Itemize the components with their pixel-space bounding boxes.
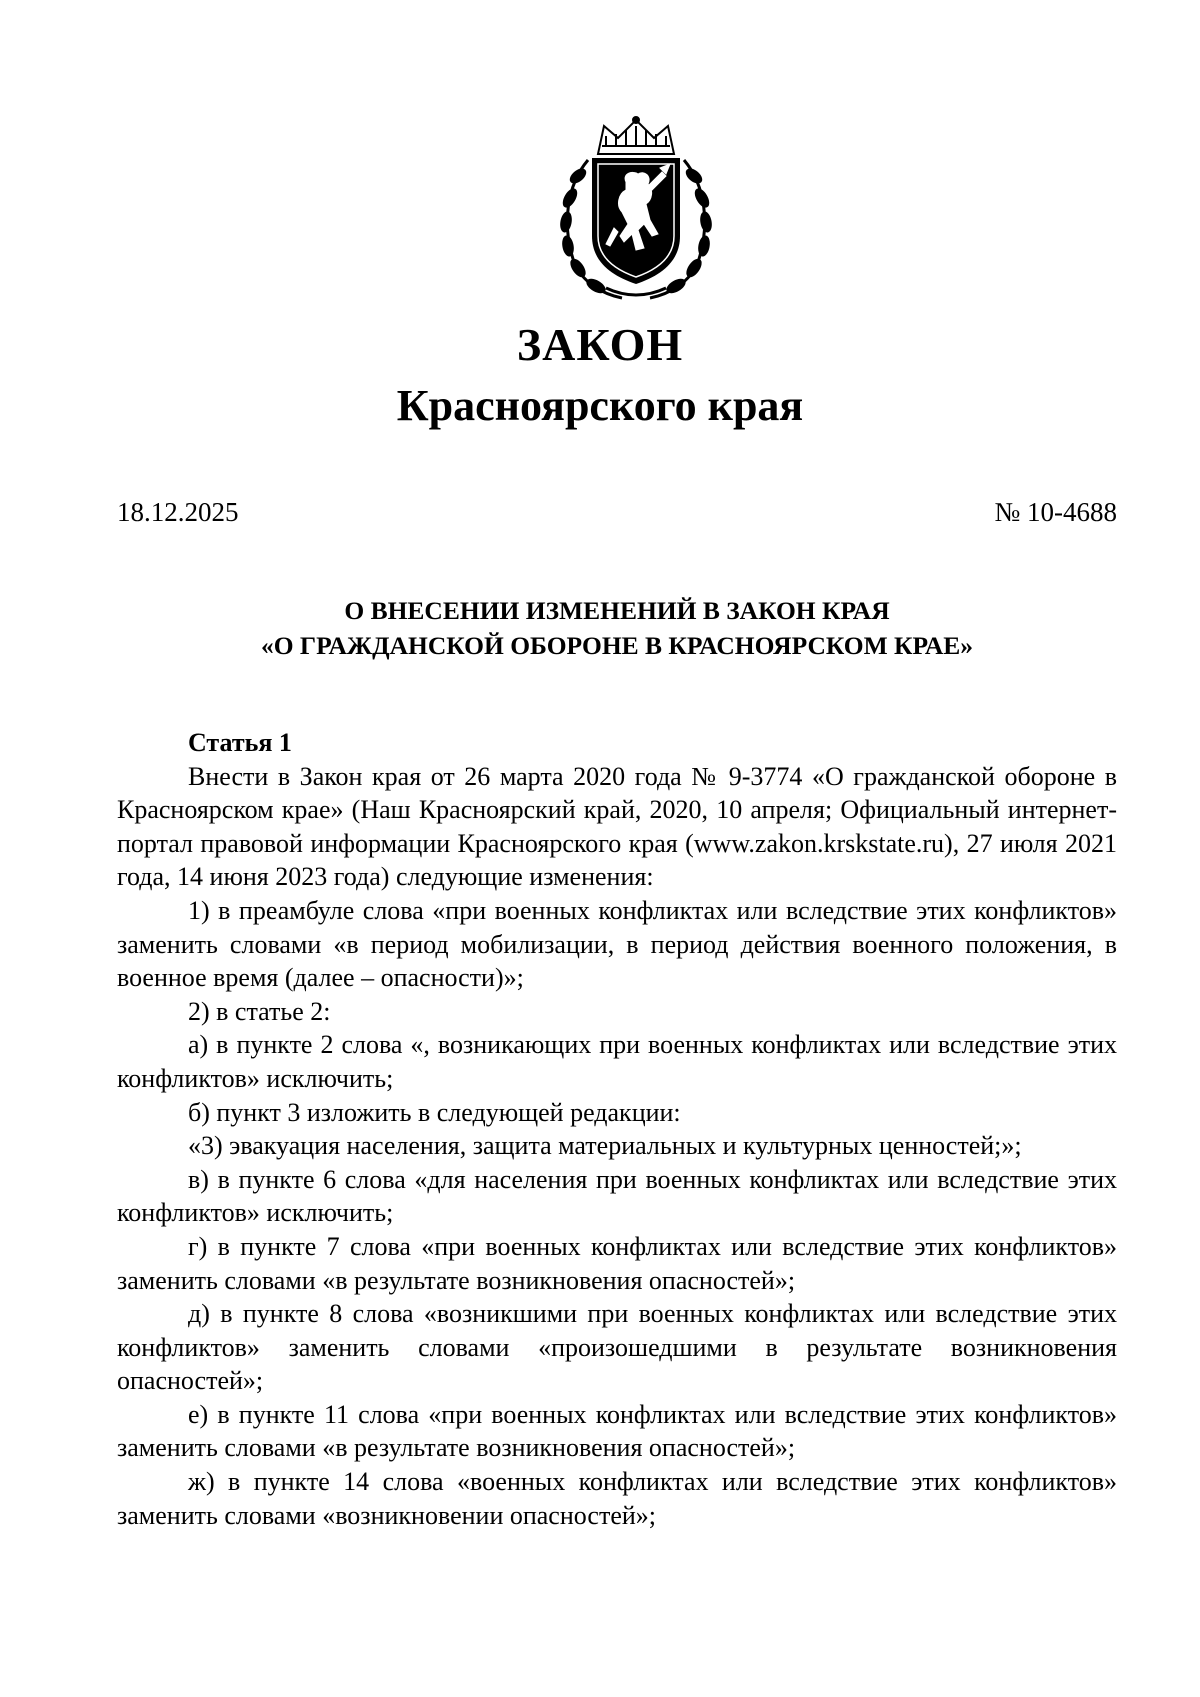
article-paragraph: д) в пункте 8 слова «возникшими при военных конфликтах или вследствие этих конфликтов» заменить словами «произошедшими в результате возникновения опасностей»;: [117, 1299, 1117, 1396]
article-paragraph: 1) в преамбуле слова «при военных конфликтах или вследствие этих конфликтов» заменить словами «в период мобилизации, в период действия военного положения, в военное время (далее – опасности)»;: [117, 895, 1117, 993]
article-paragraph: 2) в статье 2:: [188, 996, 331, 1026]
article-paragraph: ж) в пункте 14 слова «военных конфликтах или вследствие этих конфликтов» заменить словами «возникновении опасностей»;: [117, 1467, 1117, 1530]
law-heading-line-1: О ВНЕСЕНИИ ИЗМЕНЕНИЙ В ЗАКОН КРАЯ: [344, 596, 890, 625]
article-paragraph: «3) эвакуация населения, защита материальных и культурных ценностей;»;: [188, 1131, 1022, 1161]
article-paragraph: г) в пункте 7 слова «при военных конфликтах или вследствие этих конфликтов» заменить словами «в результате возникновения опасностей»;: [117, 1231, 1117, 1295]
article-body: [117, 726, 1117, 1532]
coat-of-arms-icon: [548, 116, 724, 304]
law-date: 18.12.2025: [117, 497, 239, 527]
article-paragraph: в) в пункте 6 слова «для населения при военных конфликтах или вследствие этих конфликтов» исключить;: [117, 1164, 1117, 1228]
article-paragraph: а) в пункте 2 слова «, возникающих при военных конфликтах или вследствие этих конфликтов» исключить;: [117, 1030, 1117, 1093]
article-title: Статья 1: [188, 728, 292, 757]
law-heading-line-2: «О ГРАЖДАНСКОЙ ОБОРОНЕ В КРАСНОЯРСКОМ КРАЕ»: [260, 631, 974, 660]
article-paragraph: б) пункт 3 изложить в следующей редакции:: [188, 1097, 681, 1127]
document-subtitle: Красноярского края: [396, 381, 804, 430]
article-paragraph: е) в пункте 11 слова «при военных конфликтах или вследствие этих конфликтов» заменить словами «в результате возникновения опасностей»;: [117, 1399, 1117, 1463]
law-number: № 10-4688: [994, 497, 1117, 527]
article-paragraph: Внести в Закон края от 26 марта 2020 года № 9-3774 «О гражданской обороне в Красноярском крае» (Наш Красноярский край, 2020, 10 апреля; Официальный интернет-портал правовой информации Красноярского края (www.zakon.krskstate.ru), 27 июля 2021 года, 14 июня 2023 года) следующие изменения:: [117, 761, 1117, 892]
document-title: ЗАКОН: [516, 319, 684, 370]
